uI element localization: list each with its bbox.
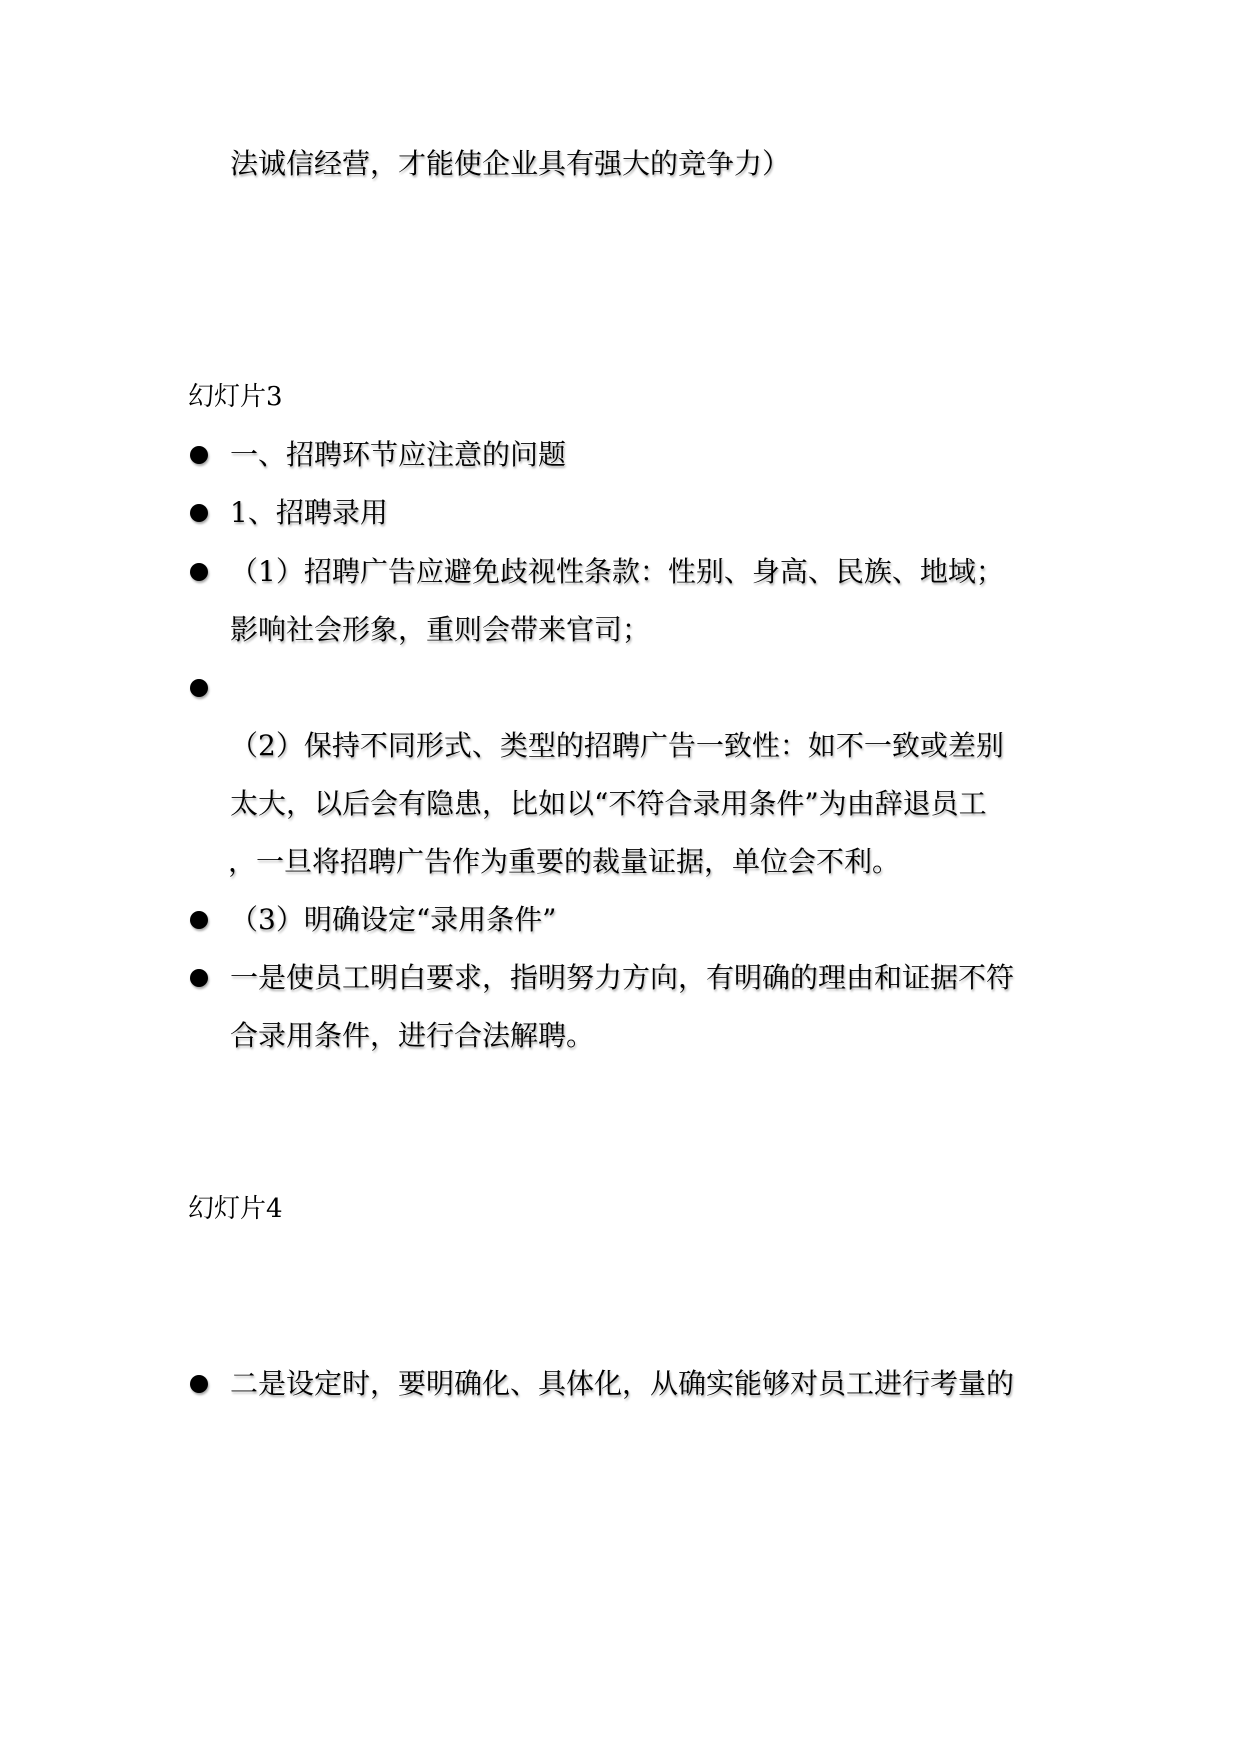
bullet-icon [190, 911, 208, 929]
bullet-icon [190, 504, 208, 522]
continuation-text: 法诚信经营，才能使企业具有强大的竞争力） [230, 147, 791, 180]
slide-4-heading: 幻灯片4 [188, 1194, 283, 1224]
slide-3-heading: 幻灯片3 [188, 382, 283, 412]
bullet-icon [190, 1375, 208, 1393]
list-item: 一、招聘环节应注意的问题 [230, 438, 567, 471]
list-item-continuation: 太大，以后会有隐患，比如以“不符合录用条件”为由辞退员工 [230, 787, 987, 820]
list-item: （3）明确设定“录用条件” [230, 903, 557, 936]
list-item: 二是设定时，要明确化、具体化，从确实能够对员工进行考量的 [230, 1367, 1015, 1400]
list-item-continuation: 影响社会形象，重则会带来官司； [230, 613, 651, 646]
bullet-icon [190, 969, 208, 987]
list-item: （2）保持不同形式、类型的招聘广告一致性：如不一致或差别 [230, 729, 1004, 762]
list-item: 一是使员工明白要求，指明努力方向，有明确的理由和证据不符 [230, 961, 1015, 994]
list-item: 1、招聘录用 [230, 496, 388, 529]
bullet-icon [190, 563, 208, 581]
list-item-continuation: 合录用条件，进行合法解聘。 [230, 1019, 595, 1052]
list-item-continuation: ，一旦将招聘广告作为重要的裁量证据，单位会不利。 [228, 845, 901, 878]
list-item: （1）招聘广告应避免歧视性条款：性别、身高、民族、地域； [230, 555, 1004, 588]
bullet-icon [190, 446, 208, 464]
bullet-icon [190, 679, 208, 697]
